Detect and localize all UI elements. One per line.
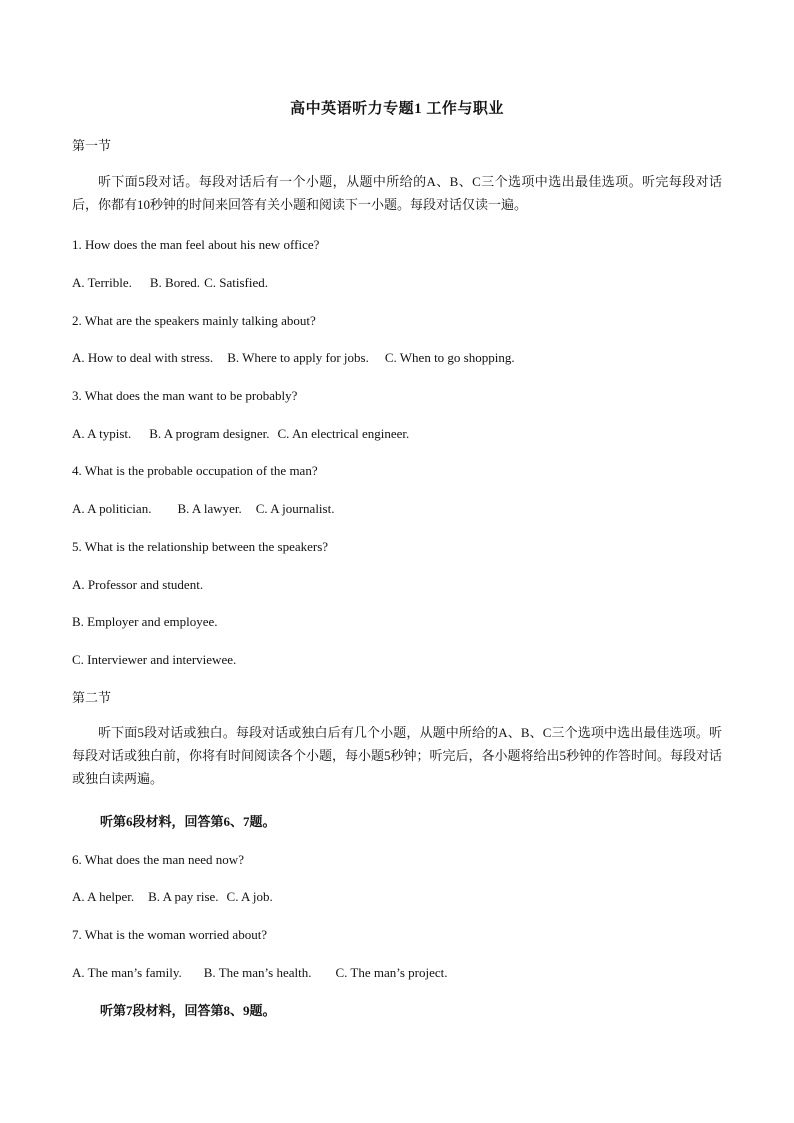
options-7 bbox=[72, 965, 448, 981]
options-2 bbox=[72, 350, 515, 366]
section1-heading: 第一节 bbox=[72, 138, 112, 153]
option-1b: B. Bored. bbox=[149, 275, 201, 290]
section1-instructions: 听下面5段对话。每段对话后有一个小题，从题中所给的A、B、C三个选项中选出最佳选项。听完每段对话后，你都有10秒钟的时间来回答有关小题和阅读下一小题。每段对话仅读一遍。 bbox=[72, 174, 722, 212]
question-4: 4. What is the probable occupation of the man? bbox=[72, 463, 318, 478]
question-1: 1. How does the man feel about his new office? bbox=[72, 237, 320, 252]
option-3b: B. A program designer. bbox=[149, 426, 270, 441]
options-1 bbox=[72, 275, 268, 291]
option-7b: B. The man’s health. bbox=[203, 965, 312, 980]
option-5c: C. Interviewer and interviewee. bbox=[72, 652, 237, 667]
question-2: 2. What are the speakers mainly talking about? bbox=[72, 313, 316, 328]
question-6: 6. What does the man need now? bbox=[72, 852, 244, 867]
option-7a: A. The man’s family. bbox=[72, 965, 182, 980]
material-6-note: 听第6段材料，回答第6、7题。 bbox=[100, 814, 276, 829]
options-4 bbox=[72, 501, 334, 517]
option-5a: A. Professor and student. bbox=[72, 577, 204, 592]
option-5b: B. Employer and employee. bbox=[72, 614, 218, 629]
question-7: 7. What is the woman worried about? bbox=[72, 927, 268, 942]
option-6b: B. A pay rise. bbox=[148, 889, 219, 904]
option-6c: C. A job. bbox=[226, 889, 273, 904]
option-6a: A. A helper. bbox=[72, 889, 135, 904]
option-4c: C. A journalist. bbox=[255, 501, 335, 516]
question-5: 5. What is the relationship between the speakers? bbox=[72, 539, 329, 554]
section2-instructions: 听下面5段对话或独白。每段对话或独白后有几个小题，从题中所给的A、B、C三个选项中选出最佳选项。听每段对话或独白前，你将有时间阅读各个小题，每小题5秒钟；听完后，各小题将给出5秒钟的作答时间。每段对话或独白读两遍。 bbox=[72, 725, 723, 786]
option-1c: C. Satisfied. bbox=[204, 275, 268, 290]
option-3a: A. A typist. bbox=[72, 426, 132, 441]
question-3: 3. What does the man want to be probably? bbox=[72, 388, 298, 403]
option-4a: A. A politician. bbox=[72, 501, 152, 516]
option-4b: B. A lawyer. bbox=[177, 501, 242, 516]
page-title: 高中英语听力专题1 工作与职业 bbox=[290, 101, 504, 117]
options-3 bbox=[72, 426, 409, 442]
options-6 bbox=[72, 889, 273, 905]
option-2a: A. How to deal with stress. bbox=[72, 350, 214, 365]
option-2c: C. When to go shopping. bbox=[384, 350, 515, 365]
section2-heading: 第二节 bbox=[72, 690, 112, 705]
option-2b: B. Where to apply for jobs. bbox=[227, 350, 369, 365]
material-7-note: 听第7段材料，回答第8、9题。 bbox=[100, 1003, 276, 1018]
option-1a: A. Terrible. bbox=[72, 275, 132, 290]
option-3c: C. An electrical engineer. bbox=[277, 426, 410, 441]
option-7c: C. The man’s project. bbox=[335, 965, 448, 980]
